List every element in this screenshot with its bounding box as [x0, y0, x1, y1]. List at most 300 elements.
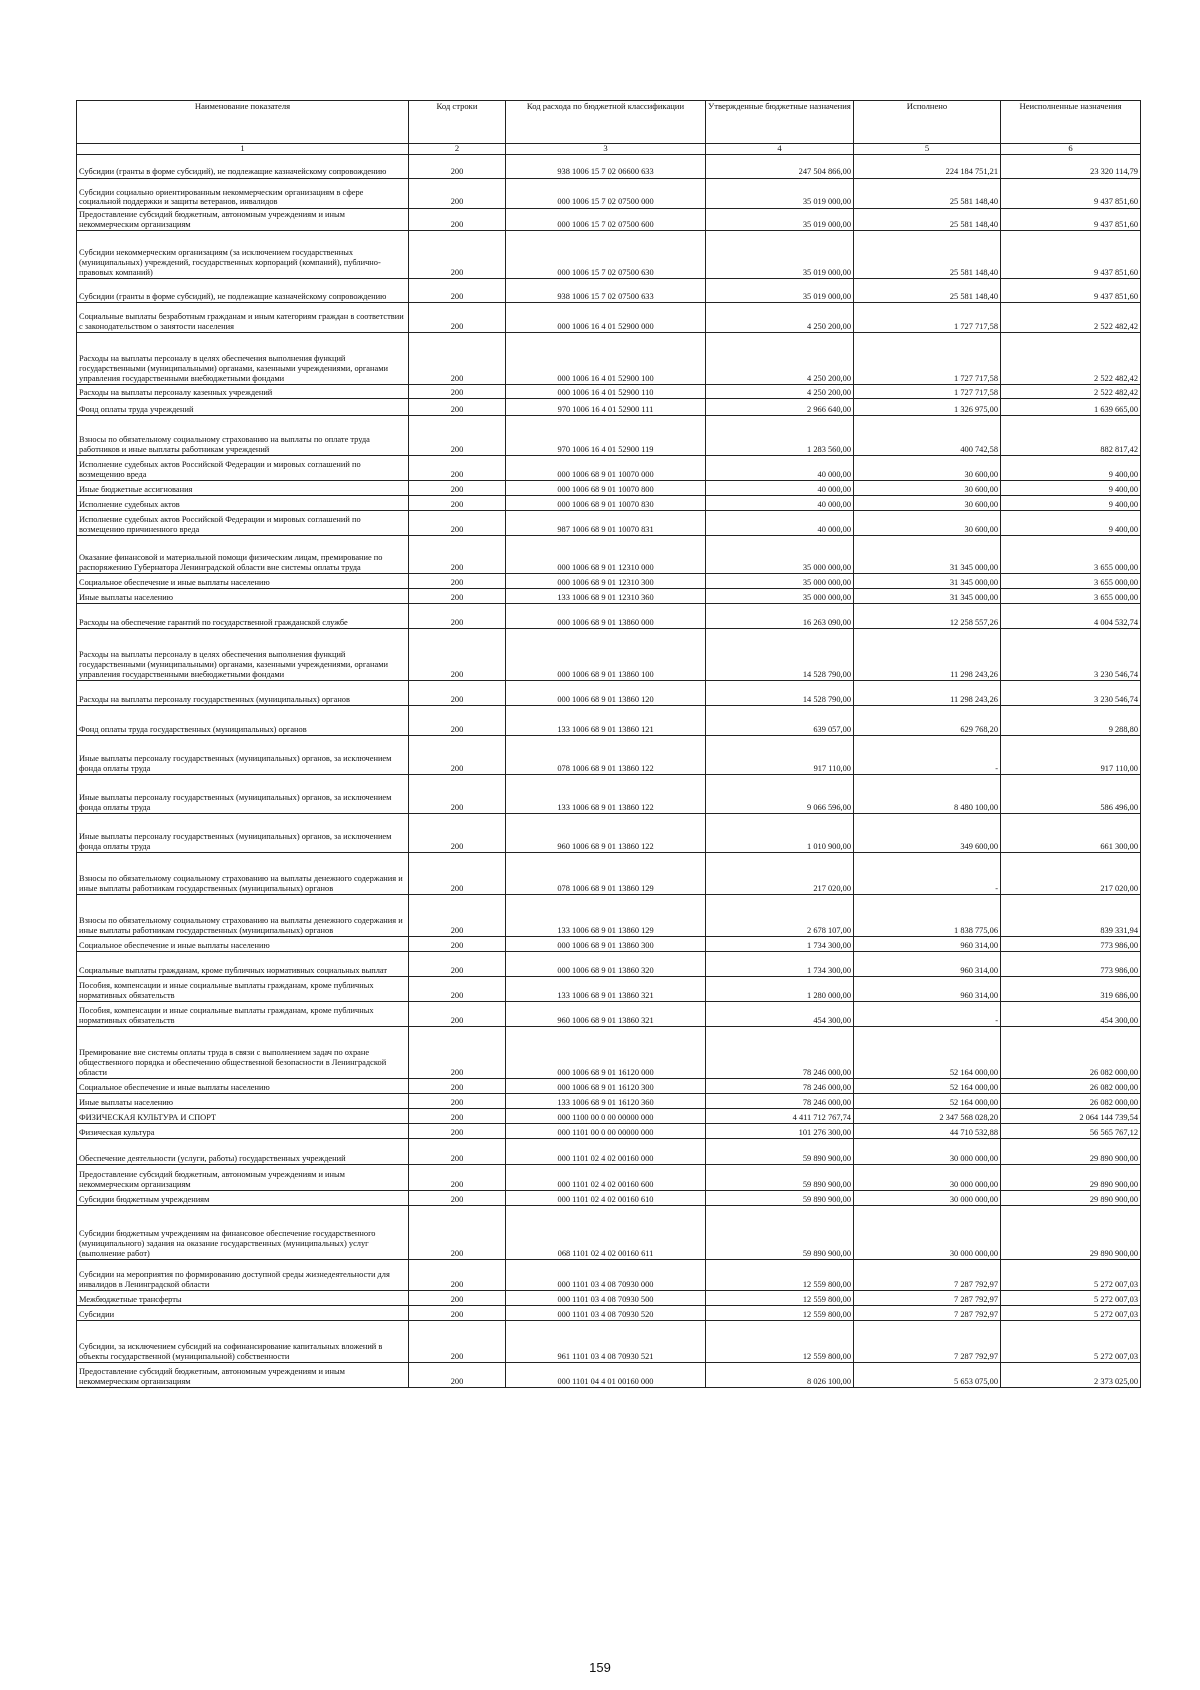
cell-name: Субсидии (гранты в форме субсидий), не подлежащие казначейскому сопровождению — [77, 279, 409, 303]
cell-approved: 1 283 560,00 — [706, 416, 854, 456]
table-row — [77, 1321, 1141, 1363]
cell-code: 000 1006 68 9 01 10070 000 — [506, 456, 706, 481]
cell-code: 000 1100 00 0 00 00000 000 — [506, 1109, 706, 1124]
cell-name: Субсидии некоммерческим организациям (за исключением государственных (муниципальных) учреждений, государственных корпораций (компаний), публично-правовых компаний) — [77, 231, 409, 279]
table-row — [77, 385, 1141, 399]
cell-line: 200 — [409, 574, 506, 589]
cell-executed: 30 000 000,00 — [854, 1165, 1001, 1191]
cell-approved: 2 678 107,00 — [706, 895, 854, 937]
cell-unexecuted: 9 400,00 — [1001, 456, 1141, 481]
cell-line: 200 — [409, 681, 506, 706]
cell-line: 200 — [409, 303, 506, 333]
cell-line: 200 — [409, 604, 506, 629]
cell-code: 000 1006 68 9 01 13860 000 — [506, 604, 706, 629]
table-row — [77, 1191, 1141, 1206]
table-body — [77, 154, 1141, 1387]
cell-unexecuted: 773 986,00 — [1001, 952, 1141, 977]
cell-executed: 7 287 792,97 — [854, 1291, 1001, 1306]
budget-execution-table — [76, 100, 1141, 1388]
page-number: 159 — [589, 1660, 611, 1675]
report-sheet — [76, 100, 1140, 1388]
column-number: 5 — [854, 144, 1001, 155]
cell-code: 000 1006 68 9 01 16120 000 — [506, 1027, 706, 1079]
cell-line: 200 — [409, 977, 506, 1002]
table-row — [77, 574, 1141, 589]
cell-code: 000 1006 68 9 01 13860 320 — [506, 952, 706, 977]
cell-executed: 44 710 532,88 — [854, 1124, 1001, 1139]
table-row — [77, 1079, 1141, 1094]
table-row — [77, 1291, 1141, 1306]
table-row — [77, 589, 1141, 604]
cell-line: 200 — [409, 1027, 506, 1079]
cell-name: Субсидии (гранты в форме субсидий), не подлежащие казначейскому сопровождению — [77, 154, 409, 178]
cell-unexecuted: 882 817,42 — [1001, 416, 1141, 456]
cell-unexecuted: 9 437 851,60 — [1001, 279, 1141, 303]
cell-name: Социальное обеспечение и иные выплаты населению — [77, 937, 409, 952]
cell-code: 000 1101 03 4 08 70930 520 — [506, 1306, 706, 1321]
column-number: 6 — [1001, 144, 1141, 155]
table-row — [77, 814, 1141, 853]
table-row — [77, 604, 1141, 629]
cell-unexecuted: 23 320 114,79 — [1001, 154, 1141, 178]
cell-code: 970 1006 16 4 01 52900 111 — [506, 399, 706, 416]
table-row — [77, 1124, 1141, 1139]
cell-name: Расходы на выплаты персоналу в целях обеспечения выполнения функций государственными (муниципальными) органами, казенными учреждениями, органами управления государственными внебюджетными фондами — [77, 629, 409, 681]
column-number: 2 — [409, 144, 506, 155]
cell-code: 133 1006 68 9 01 13860 121 — [506, 706, 706, 736]
cell-approved: 35 000 000,00 — [706, 574, 854, 589]
cell-name: Фонд оплаты труда государственных (муниципальных) органов — [77, 706, 409, 736]
table-row — [77, 208, 1141, 230]
cell-line: 200 — [409, 511, 506, 536]
cell-name: Расходы на обеспечение гарантий по государственной гражданской службе — [77, 604, 409, 629]
cell-code: 000 1006 15 7 02 07500 630 — [506, 231, 706, 279]
cell-unexecuted: 5 272 007,03 — [1001, 1260, 1141, 1291]
cell-name: Социальное обеспечение и иные выплаты населению — [77, 574, 409, 589]
cell-line: 200 — [409, 1321, 506, 1363]
cell-line: 200 — [409, 706, 506, 736]
cell-name: Взносы по обязательному социальному страхованию на выплаты денежного содержания и иные выплаты работникам государственных (муниципальных) органов — [77, 895, 409, 937]
cell-line: 200 — [409, 1124, 506, 1139]
cell-approved: 59 890 900,00 — [706, 1191, 854, 1206]
cell-code: 000 1101 02 4 02 00160 000 — [506, 1139, 706, 1165]
cell-unexecuted: 56 565 767,12 — [1001, 1124, 1141, 1139]
cell-executed: 11 298 243,26 — [854, 681, 1001, 706]
cell-name: Субсидии бюджетным учреждениям — [77, 1191, 409, 1206]
cell-code: 987 1006 68 9 01 10070 831 — [506, 511, 706, 536]
cell-code: 000 1006 15 7 02 07500 000 — [506, 178, 706, 208]
cell-approved: 16 263 090,00 — [706, 604, 854, 629]
cell-unexecuted: 9 400,00 — [1001, 481, 1141, 496]
cell-approved: 1 734 300,00 — [706, 937, 854, 952]
table-row — [77, 952, 1141, 977]
cell-approved: 40 000,00 — [706, 496, 854, 511]
cell-unexecuted: 9 437 851,60 — [1001, 178, 1141, 208]
cell-line: 200 — [409, 1165, 506, 1191]
cell-name: Иные выплаты персоналу государственных (муниципальных) органов, за исключением фонда оплаты труда — [77, 775, 409, 814]
cell-approved: 35 000 000,00 — [706, 589, 854, 604]
cell-unexecuted: 839 331,94 — [1001, 895, 1141, 937]
cell-executed: 1 727 717,58 — [854, 333, 1001, 385]
cell-unexecuted: 26 082 000,00 — [1001, 1094, 1141, 1109]
cell-name: Пособия, компенсации и иные социальные выплаты гражданам, кроме публичных нормативных обязательств — [77, 977, 409, 1002]
cell-unexecuted: 5 272 007,03 — [1001, 1321, 1141, 1363]
cell-name: Субсидии — [77, 1306, 409, 1321]
cell-approved: 78 246 000,00 — [706, 1094, 854, 1109]
table-row — [77, 736, 1141, 775]
cell-executed: 25 581 148,40 — [854, 178, 1001, 208]
cell-code: 000 1101 03 4 08 70930 000 — [506, 1260, 706, 1291]
cell-unexecuted: 1 639 665,00 — [1001, 399, 1141, 416]
cell-executed: 52 164 000,00 — [854, 1027, 1001, 1079]
cell-name: Социальные выплаты гражданам, кроме публичных нормативных социальных выплат — [77, 952, 409, 977]
cell-code: 000 1101 02 4 02 00160 610 — [506, 1191, 706, 1206]
table-row — [77, 154, 1141, 178]
cell-executed: 52 164 000,00 — [854, 1079, 1001, 1094]
cell-approved: 12 559 800,00 — [706, 1260, 854, 1291]
cell-executed: 31 345 000,00 — [854, 574, 1001, 589]
cell-code: 078 1006 68 9 01 13860 129 — [506, 853, 706, 895]
cell-approved: 217 020,00 — [706, 853, 854, 895]
cell-approved: 12 559 800,00 — [706, 1321, 854, 1363]
cell-line: 200 — [409, 1363, 506, 1388]
cell-executed: - — [854, 853, 1001, 895]
table-row — [77, 1002, 1141, 1027]
table-row — [77, 279, 1141, 303]
cell-code: 078 1006 68 9 01 13860 122 — [506, 736, 706, 775]
column-number: 1 — [77, 144, 409, 155]
cell-approved: 4 250 200,00 — [706, 303, 854, 333]
cell-code: 133 1006 68 9 01 16120 360 — [506, 1094, 706, 1109]
cell-line: 200 — [409, 814, 506, 853]
cell-code: 000 1006 68 9 01 13860 300 — [506, 937, 706, 952]
cell-unexecuted: 5 272 007,03 — [1001, 1291, 1141, 1306]
cell-approved: 917 110,00 — [706, 736, 854, 775]
cell-code: 960 1006 68 9 01 13860 122 — [506, 814, 706, 853]
cell-executed: 30 600,00 — [854, 511, 1001, 536]
cell-code: 133 1006 68 9 01 13860 122 — [506, 775, 706, 814]
cell-unexecuted: 26 082 000,00 — [1001, 1027, 1141, 1079]
cell-executed: 11 298 243,26 — [854, 629, 1001, 681]
column-number: 3 — [506, 144, 706, 155]
cell-code: 133 1006 68 9 01 13860 321 — [506, 977, 706, 1002]
cell-executed: 30 000 000,00 — [854, 1206, 1001, 1260]
cell-unexecuted: 3 655 000,00 — [1001, 574, 1141, 589]
cell-approved: 35 019 000,00 — [706, 208, 854, 230]
cell-line: 200 — [409, 1002, 506, 1027]
cell-approved: 639 057,00 — [706, 706, 854, 736]
table-row — [77, 706, 1141, 736]
cell-executed: 7 287 792,97 — [854, 1321, 1001, 1363]
table-row — [77, 1165, 1141, 1191]
cell-approved: 59 890 900,00 — [706, 1206, 854, 1260]
table-row — [77, 231, 1141, 279]
cell-approved: 454 300,00 — [706, 1002, 854, 1027]
cell-approved: 59 890 900,00 — [706, 1165, 854, 1191]
cell-code: 000 1006 68 9 01 12310 000 — [506, 536, 706, 574]
cell-unexecuted: 4 004 532,74 — [1001, 604, 1141, 629]
cell-code: 000 1006 68 9 01 13860 100 — [506, 629, 706, 681]
cell-line: 200 — [409, 481, 506, 496]
cell-unexecuted: 917 110,00 — [1001, 736, 1141, 775]
cell-line: 200 — [409, 589, 506, 604]
cell-approved: 78 246 000,00 — [706, 1027, 854, 1079]
cell-name: Взносы по обязательному социальному страхованию на выплаты по оплате труда работников и иные выплаты работникам учреждений — [77, 416, 409, 456]
cell-code: 000 1101 04 4 01 00160 000 — [506, 1363, 706, 1388]
cell-executed: 349 600,00 — [854, 814, 1001, 853]
header-expense-code: Код расхода по бюджетной классификации — [506, 101, 706, 144]
cell-name: Исполнение судебных актов Российской Федерации и мировых соглашений по возмещению причиненного вреда — [77, 511, 409, 536]
cell-executed: 960 314,00 — [854, 977, 1001, 1002]
header-indicator-name: Наименование показателя — [77, 101, 409, 144]
cell-unexecuted: 2 373 025,00 — [1001, 1363, 1141, 1388]
cell-code: 000 1006 68 9 01 10070 830 — [506, 496, 706, 511]
cell-executed: 400 742,58 — [854, 416, 1001, 456]
cell-name: Исполнение судебных актов Российской Федерации и мировых соглашений по возмещению вреда — [77, 456, 409, 481]
cell-name: Обеспечение деятельности (услуги, работы) государственных учреждений — [77, 1139, 409, 1165]
cell-approved: 1 010 900,00 — [706, 814, 854, 853]
table-row — [77, 937, 1141, 952]
cell-code: 000 1006 68 9 01 12310 300 — [506, 574, 706, 589]
cell-unexecuted: 9 400,00 — [1001, 496, 1141, 511]
cell-line: 200 — [409, 736, 506, 775]
cell-executed: 1 838 775,06 — [854, 895, 1001, 937]
header-line-code: Код строки — [409, 101, 506, 144]
cell-name: Субсидии бюджетным учреждениям на финансовое обеспечение государственного (муниципального) задания на оказание государственных (муниципальных) услуг (выполнение работ) — [77, 1206, 409, 1260]
cell-unexecuted: 5 272 007,03 — [1001, 1306, 1141, 1321]
cell-executed: 30 600,00 — [854, 481, 1001, 496]
cell-name: Расходы на выплаты персоналу казенных учреждений — [77, 385, 409, 399]
cell-executed: 25 581 148,40 — [854, 279, 1001, 303]
cell-approved: 35 019 000,00 — [706, 178, 854, 208]
cell-approved: 12 559 800,00 — [706, 1291, 854, 1306]
cell-name: Исполнение судебных актов — [77, 496, 409, 511]
cell-executed: 31 345 000,00 — [854, 536, 1001, 574]
cell-executed: 30 000 000,00 — [854, 1139, 1001, 1165]
table-row — [77, 1363, 1141, 1388]
cell-executed: 25 581 148,40 — [854, 231, 1001, 279]
cell-approved: 4 411 712 767,74 — [706, 1109, 854, 1124]
table-row — [77, 681, 1141, 706]
table-row — [77, 895, 1141, 937]
cell-name: Субсидии, за исключением субсидий на софинансирование капитальных вложений в объекты государственной (муниципальной) собственности — [77, 1321, 409, 1363]
cell-unexecuted: 586 496,00 — [1001, 775, 1141, 814]
cell-line: 200 — [409, 1206, 506, 1260]
header-unexecuted: Неисполненные назначения — [1001, 101, 1141, 144]
cell-executed: 2 347 568 028,20 — [854, 1109, 1001, 1124]
cell-executed: 7 287 792,97 — [854, 1306, 1001, 1321]
cell-code: 961 1101 03 4 08 70930 521 — [506, 1321, 706, 1363]
cell-line: 200 — [409, 496, 506, 511]
cell-line: 200 — [409, 952, 506, 977]
cell-line: 200 — [409, 895, 506, 937]
cell-executed: 629 768,20 — [854, 706, 1001, 736]
cell-unexecuted: 29 890 900,00 — [1001, 1191, 1141, 1206]
cell-executed: 1 326 975,00 — [854, 399, 1001, 416]
cell-executed: 30 000 000,00 — [854, 1191, 1001, 1206]
cell-unexecuted: 29 890 900,00 — [1001, 1139, 1141, 1165]
cell-name: Социальное обеспечение и иные выплаты населению — [77, 1079, 409, 1094]
table-row — [77, 511, 1141, 536]
cell-code: 000 1006 15 7 02 07500 600 — [506, 208, 706, 230]
cell-code: 938 1006 15 7 02 06600 633 — [506, 154, 706, 178]
cell-unexecuted: 217 020,00 — [1001, 853, 1141, 895]
cell-name: ФИЗИЧЕСКАЯ КУЛЬТУРА И СПОРТ — [77, 1109, 409, 1124]
table-row — [77, 1109, 1141, 1124]
cell-name: Субсидии на мероприятия по формированию доступной среды жизнедеятельности для инвалидов в Ленинградской области — [77, 1260, 409, 1291]
cell-approved: 4 250 200,00 — [706, 333, 854, 385]
cell-approved: 4 250 200,00 — [706, 385, 854, 399]
cell-unexecuted: 454 300,00 — [1001, 1002, 1141, 1027]
cell-approved: 78 246 000,00 — [706, 1079, 854, 1094]
table-row — [77, 178, 1141, 208]
table-row — [77, 1206, 1141, 1260]
column-number: 4 — [706, 144, 854, 155]
cell-approved: 8 026 100,00 — [706, 1363, 854, 1388]
cell-approved: 35 000 000,00 — [706, 536, 854, 574]
header-executed: Исполнено — [854, 101, 1001, 144]
cell-name: Расходы на выплаты персоналу в целях обеспечения выполнения функций государственными (муниципальными) органами, казенными учреждениями, органами управления государственными внебюджетными фондами — [77, 333, 409, 385]
cell-name: Премирование вне системы оплаты труда в связи с выполнением задач по охране общественного порядка и обеспечению общественной безопасности в Ленинградской области — [77, 1027, 409, 1079]
cell-approved: 1 734 300,00 — [706, 952, 854, 977]
cell-unexecuted: 2 522 482,42 — [1001, 303, 1141, 333]
cell-executed: 25 581 148,40 — [854, 208, 1001, 230]
cell-line: 200 — [409, 1191, 506, 1206]
cell-line: 200 — [409, 178, 506, 208]
cell-approved: 59 890 900,00 — [706, 1139, 854, 1165]
cell-approved: 101 276 300,00 — [706, 1124, 854, 1139]
cell-line: 200 — [409, 385, 506, 399]
column-number-row — [77, 144, 1141, 155]
cell-code: 000 1006 16 4 01 52900 000 — [506, 303, 706, 333]
cell-approved: 35 019 000,00 — [706, 279, 854, 303]
cell-executed: - — [854, 736, 1001, 775]
cell-unexecuted: 9 400,00 — [1001, 511, 1141, 536]
cell-name: Социальные выплаты безработным гражданам и иным категориям граждан в соответствии с законодательством о занятости населения — [77, 303, 409, 333]
header-approved: Утвержденные бюджетные назначения — [706, 101, 854, 144]
cell-name: Межбюджетные трансферты — [77, 1291, 409, 1306]
table-row — [77, 629, 1141, 681]
cell-line: 200 — [409, 333, 506, 385]
cell-unexecuted: 661 300,00 — [1001, 814, 1141, 853]
table-header-row — [77, 101, 1141, 144]
table-row — [77, 536, 1141, 574]
cell-code: 000 1006 16 4 01 52900 100 — [506, 333, 706, 385]
cell-unexecuted: 26 082 000,00 — [1001, 1079, 1141, 1094]
cell-line: 200 — [409, 1260, 506, 1291]
cell-name: Пособия, компенсации и иные социальные выплаты гражданам, кроме публичных нормативных обязательств — [77, 1002, 409, 1027]
table-row — [77, 853, 1141, 895]
cell-code: 068 1101 02 4 02 00160 611 — [506, 1206, 706, 1260]
cell-line: 200 — [409, 937, 506, 952]
cell-unexecuted: 29 890 900,00 — [1001, 1165, 1141, 1191]
cell-line: 200 — [409, 208, 506, 230]
cell-executed: 7 287 792,97 — [854, 1260, 1001, 1291]
cell-code: 000 1006 68 9 01 13860 120 — [506, 681, 706, 706]
table-row — [77, 303, 1141, 333]
table-row — [77, 456, 1141, 481]
cell-code: 960 1006 68 9 01 13860 321 — [506, 1002, 706, 1027]
table-row — [77, 1260, 1141, 1291]
table-row — [77, 1306, 1141, 1321]
cell-line: 200 — [409, 629, 506, 681]
cell-approved: 40 000,00 — [706, 511, 854, 536]
cell-unexecuted: 773 986,00 — [1001, 937, 1141, 952]
cell-unexecuted: 3 655 000,00 — [1001, 536, 1141, 574]
cell-name: Расходы на выплаты персоналу государственных (муниципальных) органов — [77, 681, 409, 706]
cell-line: 200 — [409, 775, 506, 814]
cell-code: 000 1006 16 4 01 52900 110 — [506, 385, 706, 399]
cell-approved: 40 000,00 — [706, 456, 854, 481]
cell-line: 200 — [409, 1306, 506, 1321]
cell-unexecuted: 2 064 144 739,54 — [1001, 1109, 1141, 1124]
cell-unexecuted: 3 230 546,74 — [1001, 681, 1141, 706]
cell-name: Оказание финансовой и материальной помощи физическим лицам, премирование по распоряжению Губернатора Ленинградской области вне системы оплаты труда — [77, 536, 409, 574]
cell-line: 200 — [409, 1109, 506, 1124]
cell-executed: 30 600,00 — [854, 496, 1001, 511]
cell-approved: 40 000,00 — [706, 481, 854, 496]
cell-line: 200 — [409, 536, 506, 574]
cell-line: 200 — [409, 399, 506, 416]
cell-unexecuted: 2 522 482,42 — [1001, 333, 1141, 385]
cell-name: Иные выплаты персоналу государственных (муниципальных) органов, за исключением фонда оплаты труда — [77, 814, 409, 853]
cell-name: Предоставление субсидий бюджетным, автономным учреждениям и иным некоммерческим организациям — [77, 1165, 409, 1191]
cell-line: 200 — [409, 1094, 506, 1109]
cell-code: 133 1006 68 9 01 13860 129 — [506, 895, 706, 937]
cell-name: Иные выплаты населению — [77, 589, 409, 604]
cell-unexecuted: 29 890 900,00 — [1001, 1206, 1141, 1260]
cell-line: 200 — [409, 456, 506, 481]
table-row — [77, 496, 1141, 511]
cell-executed: 31 345 000,00 — [854, 589, 1001, 604]
cell-approved: 2 966 640,00 — [706, 399, 854, 416]
cell-code: 133 1006 68 9 01 12310 360 — [506, 589, 706, 604]
cell-name: Фонд оплаты труда учреждений — [77, 399, 409, 416]
cell-code: 000 1101 02 4 02 00160 600 — [506, 1165, 706, 1191]
cell-executed: 1 727 717,58 — [854, 303, 1001, 333]
table-row — [77, 977, 1141, 1002]
cell-line: 200 — [409, 231, 506, 279]
table-row — [77, 1139, 1141, 1165]
table-row — [77, 775, 1141, 814]
cell-line: 200 — [409, 279, 506, 303]
cell-executed: 12 258 557,26 — [854, 604, 1001, 629]
cell-name: Предоставление субсидий бюджетным, автономным учреждениям и иным некоммерческим организациям — [77, 208, 409, 230]
cell-name: Иные выплаты населению — [77, 1094, 409, 1109]
table-row — [77, 1027, 1141, 1079]
cell-line: 200 — [409, 1079, 506, 1094]
table-row — [77, 416, 1141, 456]
cell-approved: 35 019 000,00 — [706, 231, 854, 279]
cell-executed: 224 184 751,21 — [854, 154, 1001, 178]
cell-code: 000 1101 03 4 08 70930 500 — [506, 1291, 706, 1306]
cell-unexecuted: 3 655 000,00 — [1001, 589, 1141, 604]
cell-code: 938 1006 15 7 02 07500 633 — [506, 279, 706, 303]
cell-name: Иные выплаты персоналу государственных (муниципальных) органов, за исключением фонда оплаты труда — [77, 736, 409, 775]
cell-code: 000 1101 00 0 00 00000 000 — [506, 1124, 706, 1139]
cell-approved: 1 280 000,00 — [706, 977, 854, 1002]
cell-unexecuted: 9 288,80 — [1001, 706, 1141, 736]
cell-name: Предоставление субсидий бюджетным, автономным учреждениям и иным некоммерческим организациям — [77, 1363, 409, 1388]
cell-executed: 960 314,00 — [854, 952, 1001, 977]
cell-executed: 960 314,00 — [854, 937, 1001, 952]
cell-approved: 12 559 800,00 — [706, 1306, 854, 1321]
cell-approved: 9 066 596,00 — [706, 775, 854, 814]
cell-unexecuted: 9 437 851,60 — [1001, 231, 1141, 279]
cell-approved: 247 504 866,00 — [706, 154, 854, 178]
cell-executed: 30 600,00 — [854, 456, 1001, 481]
cell-name: Субсидии социально ориентированным некоммерческим организациям в сфере социальной поддержки и защиты ветеранов, инвалидов — [77, 178, 409, 208]
